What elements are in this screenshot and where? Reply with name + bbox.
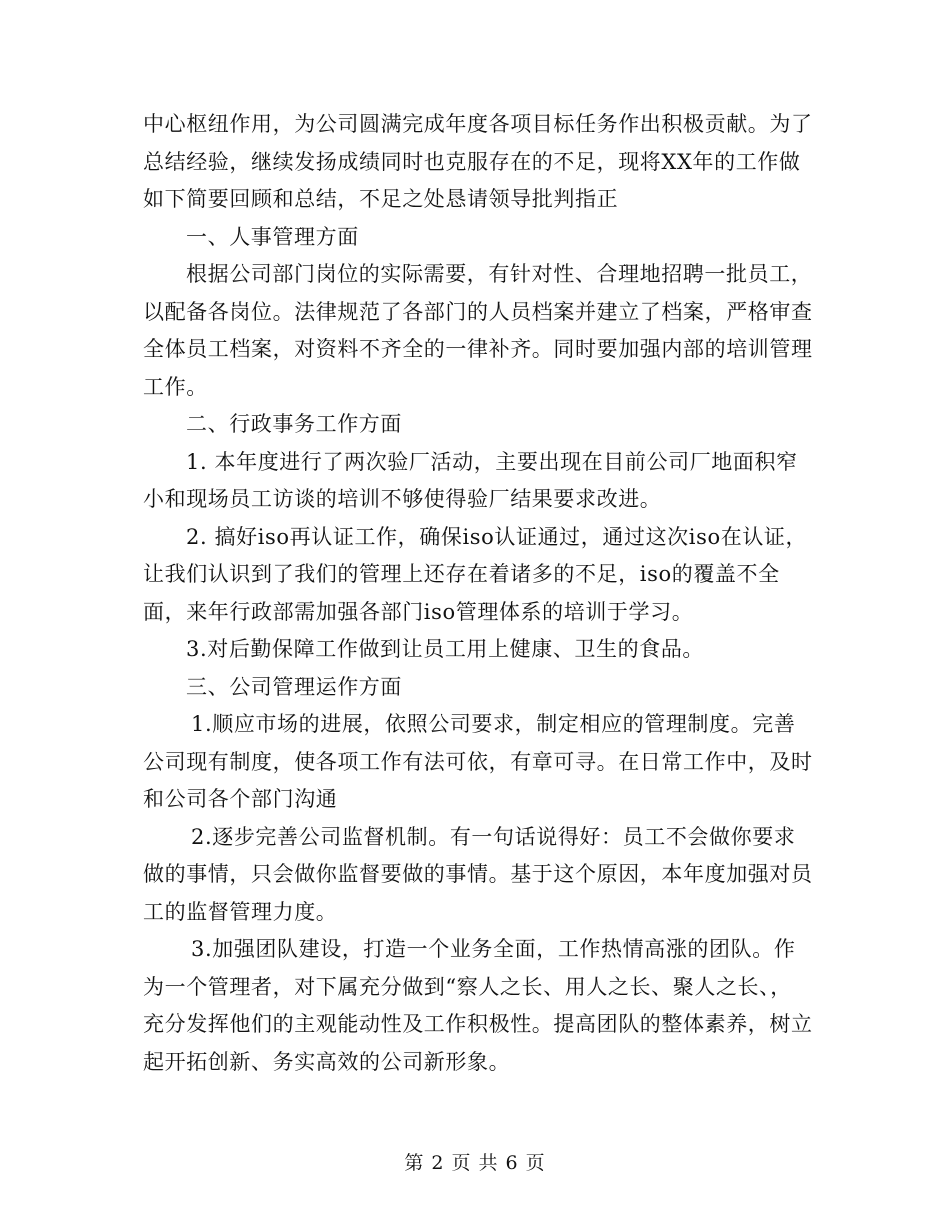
intro-paragraph: 中心枢纽作用，为公司圆满完成年度各项目标任务作出积极贡献。为了总结经验，继续发扬成绩同时也克服存在的不足，现将XX年的工作做如下简要回顾和总结，不足之处恳请领导批判指正	[143, 112, 813, 211]
section-heading-personnel: 一、人事管理方面	[186, 224, 359, 249]
document-body	[143, 106, 813, 1081]
paragraph-operations-item-2: 2.逐步完善公司监督机制。有一句话说得好：员工不会做你要求做的事情，只会做你监督要做的事情。基于这个原因，本年度加强对员工的监督管理力度。	[143, 824, 813, 924]
page-number-footer: 第 2 页 共 6 页	[404, 1152, 546, 1174]
paragraph-personnel: 根据公司部门岗位的实际需要，有针对性、合理地招聘一批员工，以配备各岗位。法律规范了各部门的人员档案并建立了档案，严格审查全体员工档案，对资料不齐全的一律补齐。同时要加强内部的培训管理工作。	[143, 262, 813, 399]
paragraph-operations-item-3: 3.加强团队建设，打造一个业务全面，工作热情高涨的团队。作为一个管理者，对下属充分做到“察人之长、用人之长、聚人之长、，充分发挥他们的主观能动性及工作积极性。提高团队的整体素养，树立起开拓创新、务实高效的公司新形象。	[143, 937, 813, 1074]
section-heading-operations: 三、公司管理运作方面	[186, 674, 402, 699]
paragraph-admin-item-1: 1. 本年度进行了两次验厂活动，主要出现在目前公司厂地面积窄小和现场员工访谈的培训不够使得验厂结果要求改进。	[143, 449, 798, 511]
section-heading-admin: 二、行政事务工作方面	[186, 412, 402, 436]
paragraph-admin-item-3: 3.对后勤保障工作做到让员工用上健康、卫生的食品。	[186, 637, 705, 661]
paragraph-admin-item-2: 2. 搞好iso再认证工作，确保iso认证通过，通过这次iso在认证，让我们认识到了我们的管理上还存在着诸多的不足，iso的覆盖不全面，来年行政部需加强各部门iso管理体系的培训于学习。	[143, 524, 808, 624]
paragraph-operations-item-1: 1.顺应市场的进展，依照公司要求，制定相应的管理制度。完善公司现有制度，使各项工作有法可依，有章可寻。在日常工作中，及时和公司各个部门沟通	[143, 712, 813, 811]
